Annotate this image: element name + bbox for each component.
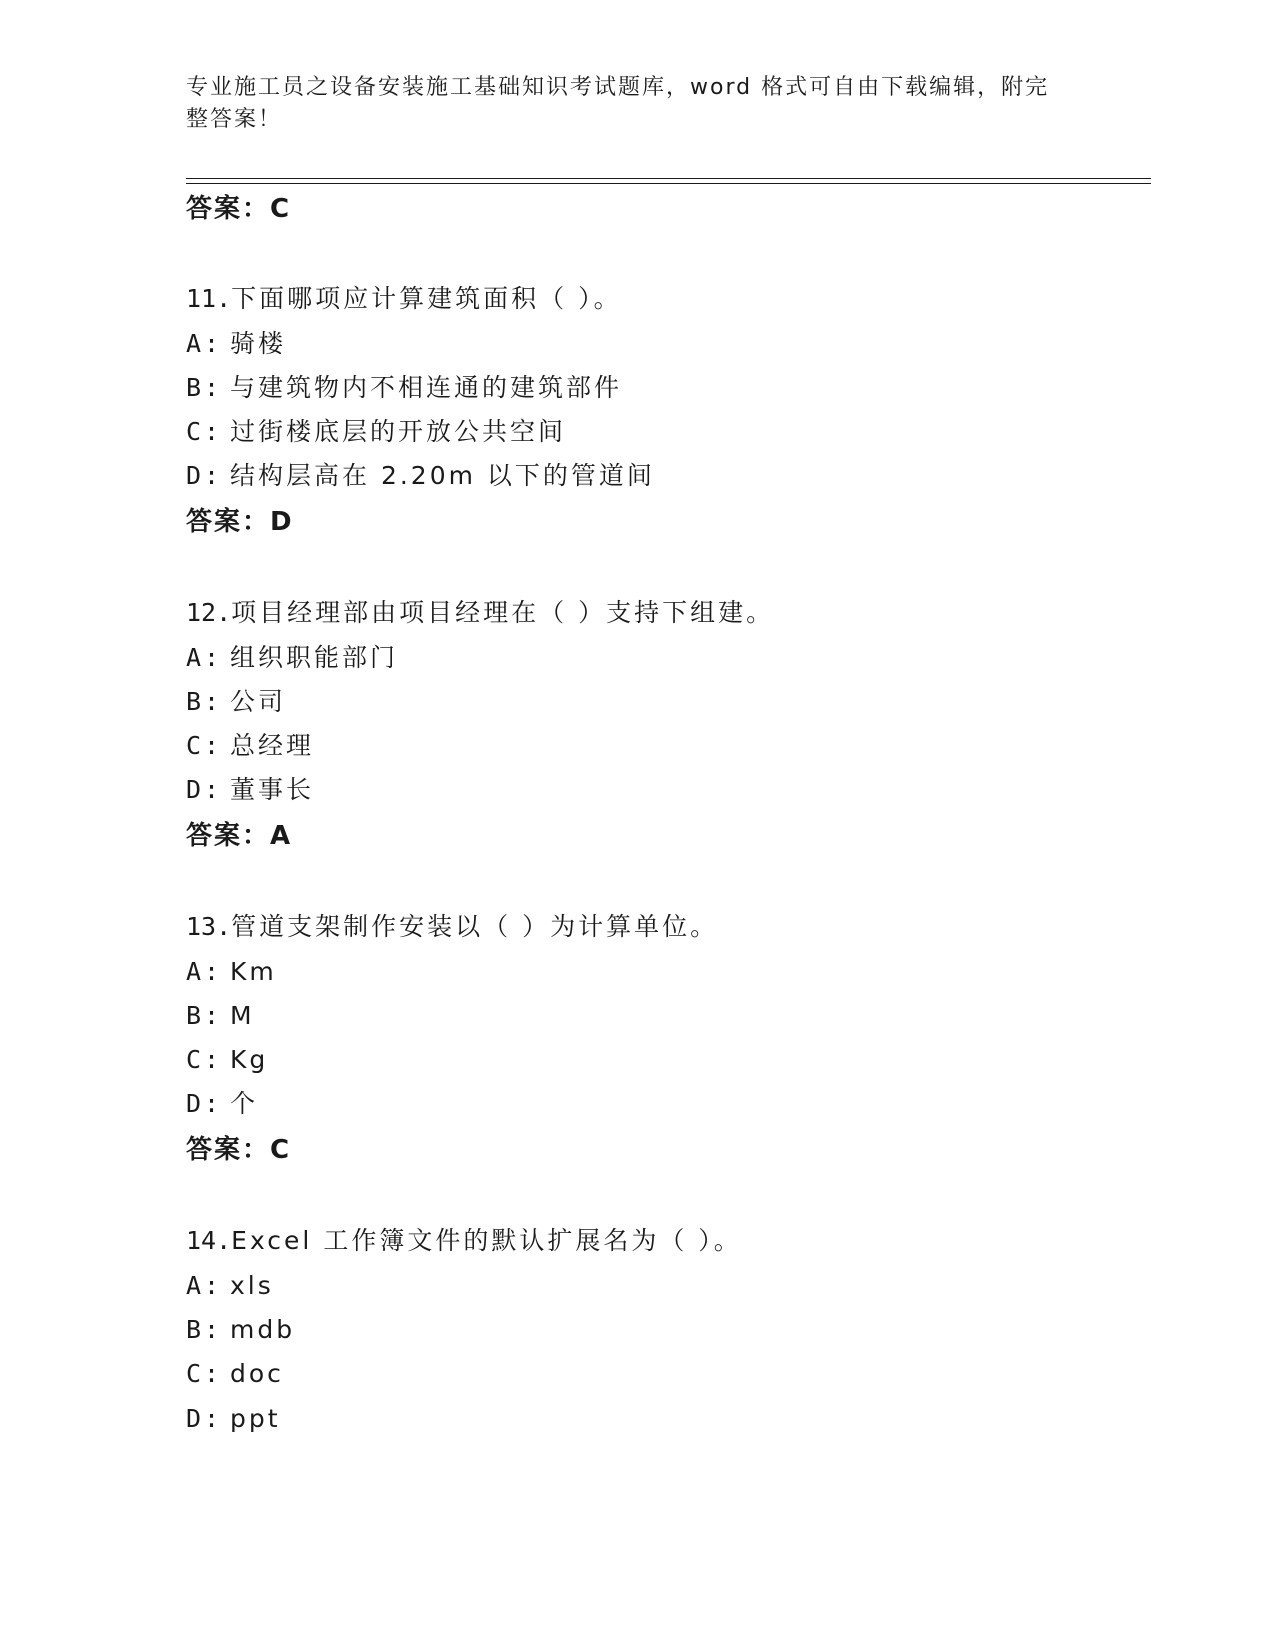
question-14-option-a	[186, 1269, 274, 1303]
question-number: 14.	[186, 1226, 232, 1255]
question-13-answer: 答案：C	[186, 1135, 292, 1165]
document-header	[186, 72, 1076, 136]
option-label: C:	[186, 1359, 223, 1388]
option-text: 组织职能部门	[230, 643, 399, 672]
header-line-1: 专业施工员之设备安装施工基础知识考试题库，word 格式可自由下载编辑，附完	[186, 75, 1050, 100]
question-13-option-d	[186, 1087, 258, 1121]
question-11-answer: 答案：D	[186, 507, 294, 537]
question-text: 项目经理部由项目经理在（ ）支持下组建。	[231, 598, 775, 627]
question-text: Excel 工作簿文件的默认扩展名为（ ）。	[231, 1226, 742, 1255]
question-13-title	[186, 910, 718, 944]
question-12-answer: 答案：A	[186, 821, 293, 851]
option-text: doc	[230, 1359, 284, 1388]
option-text: M	[230, 1001, 255, 1030]
question-14-title	[186, 1224, 742, 1258]
question-11-option-c	[186, 415, 566, 449]
question-12-option-c	[186, 729, 314, 763]
question-11-option-d	[186, 459, 655, 493]
option-label: B:	[186, 687, 223, 716]
question-11-option-b	[186, 371, 622, 405]
question-12-option-a	[186, 641, 398, 675]
option-text: 与建筑物内不相连通的建筑部件	[230, 373, 623, 402]
header-divider-top	[186, 178, 1151, 179]
question-number: 12.	[186, 598, 232, 627]
option-text: Km	[230, 957, 277, 986]
option-label: C:	[186, 731, 223, 760]
header-divider-bottom	[186, 183, 1151, 184]
option-text: 总经理	[230, 731, 315, 760]
option-text: 过街楼底层的开放公共空间	[230, 417, 567, 446]
option-label: D:	[186, 1404, 223, 1433]
option-text: 董事长	[230, 775, 315, 804]
option-text: 骑楼	[230, 329, 287, 358]
question-number: 11.	[186, 284, 232, 313]
option-text: mdb	[230, 1315, 296, 1344]
question-12-option-d	[186, 773, 314, 807]
question-12-option-b	[186, 685, 286, 719]
previous-answer: 答案：C	[186, 194, 292, 224]
question-13-option-c	[186, 1043, 268, 1077]
option-label: D:	[186, 775, 223, 804]
question-13-option-b	[186, 999, 255, 1033]
option-label: D:	[186, 461, 223, 490]
question-11-option-a	[186, 327, 286, 361]
option-label: B:	[186, 1001, 223, 1030]
option-text: 个	[230, 1089, 259, 1118]
question-14-option-c	[186, 1357, 284, 1391]
question-11-title	[186, 282, 622, 316]
option-label: A:	[186, 329, 223, 358]
question-14-option-b	[186, 1313, 295, 1347]
option-label: A:	[186, 643, 223, 672]
question-13-option-a	[186, 955, 277, 989]
option-text: 公司	[230, 687, 287, 716]
question-text: 管道支架制作安装以（ ）为计算单位。	[231, 912, 719, 941]
option-label: A:	[186, 957, 223, 986]
option-text: 结构层高在 2.20m 以下的管道间	[230, 461, 655, 490]
option-label: B:	[186, 1315, 223, 1344]
header-line-2: 整答案！	[186, 107, 283, 132]
question-number: 13.	[186, 912, 232, 941]
question-text: 下面哪项应计算建筑面积（ ）。	[231, 284, 622, 313]
option-label: C:	[186, 417, 223, 446]
option-label: B:	[186, 373, 223, 402]
option-label: A:	[186, 1271, 223, 1300]
option-text: ppt	[230, 1404, 281, 1433]
option-label: D:	[186, 1089, 223, 1118]
option-label: C:	[186, 1045, 223, 1074]
option-text: Kg	[230, 1045, 269, 1074]
question-14-option-d	[186, 1402, 281, 1436]
option-text: xls	[230, 1271, 274, 1300]
question-12-title	[186, 596, 774, 630]
